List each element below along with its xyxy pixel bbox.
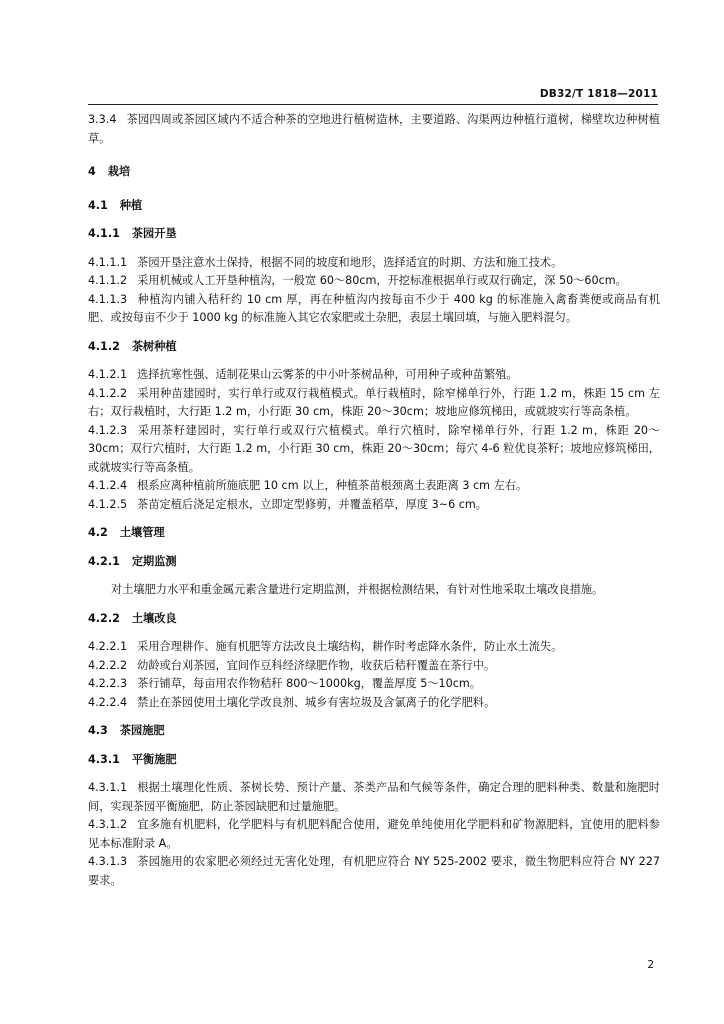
clause-text: 茶园开垦注意水土保持，根据不同的坡度和地形，选择适宜的时期、方法和施工技术。 [137, 255, 563, 269]
heading-text: 土壤管理 [119, 526, 165, 539]
clause-4-3-1-1 [88, 779, 660, 816]
clause-4-2-2-2 [88, 657, 660, 676]
heading-4 [88, 163, 660, 182]
clause-4-3-1-2 [88, 816, 660, 853]
heading-text: 定期监测 [131, 554, 177, 568]
clause-number: 4.1.2.1 [88, 368, 128, 381]
heading-number: 4.3.1 [88, 752, 120, 766]
clause-number: 4.2.2.1 [88, 640, 128, 653]
clause-text: 禁止在茶园使用土壤化学改良剂、城乡有害垃圾及含氯离子的化学肥料。 [137, 695, 496, 709]
clause-number: 4.2.2.4 [88, 695, 128, 709]
document-code: DB32/T 1818—2011 [539, 88, 658, 100]
clause-text: 对土壤肥力水平和重金属元素含量进行定期监测，并根据检测结果，有针对性地采取土壤改良措施。 [111, 583, 604, 596]
clause-4-1-1-1 [88, 254, 660, 273]
document-body [88, 111, 660, 890]
clause-3-3-4 [88, 111, 660, 148]
clause-4-1-1-3 [88, 291, 660, 328]
clause-text: 根据土壤理化性质、茶树长势、预计产量、茶类产品和气候等条件，确定合理的肥料种类、数量和施肥时间，实现茶园平衡施肥，防止茶园缺肥和过量施肥。 [88, 781, 660, 813]
clause-4-2-2-4 [88, 694, 660, 713]
clause-number: 4.1.1.2 [88, 274, 128, 287]
heading-4-3-1 [88, 751, 660, 770]
heading-text: 平衡施肥 [131, 752, 177, 766]
clause-4-2-2-1 [88, 638, 660, 657]
heading-text: 茶园施肥 [119, 724, 165, 737]
heading-4-2 [88, 524, 660, 543]
heading-number: 4.2.2 [88, 611, 120, 625]
clause-text: 茶园四周或茶园区域内不适合种茶的空地进行植树造林，主要道路、沟渠两边种植行道树，梯壁坎边种树植草。 [88, 113, 660, 145]
clause-4-2-1-text [88, 581, 660, 600]
heading-4-1 [88, 197, 660, 216]
clause-text: 采用茶籽建园时，实行单行或双行穴植模式。单行穴植时，除窄梯单行外，行距 1.2 m，株距 20～30cm；双行穴植时，大行距 1.2 m，小行距 30 cm，株距 20～30cm；每穴 4-6 粒优良茶籽；坡地应修筑梯田，或就坡实行等高条植。 [88, 423, 660, 474]
clause-4-1-2-1 [88, 366, 660, 385]
clause-4-3-1-3 [88, 853, 660, 890]
heading-text: 栽培 [107, 165, 131, 178]
heading-number: 4.1.2 [88, 339, 120, 353]
heading-number: 4 [88, 165, 96, 178]
clause-text: 幼龄或台刈茶园，宜间作豆科经济绿肥作物，收获后秸秆覆盖在茶行中。 [137, 658, 496, 672]
heading-text: 土壤改良 [131, 611, 177, 625]
heading-text: 种植 [119, 198, 143, 212]
clause-number: 3.3.4 [88, 113, 117, 126]
clause-number: 4.3.1.1 [88, 781, 128, 794]
heading-4-2-1 [88, 553, 660, 572]
clause-text: 种植沟内铺入秸秆约 10 cm 厚，再在种植沟内按每亩不少于 400 kg 的标准施入禽畜粪便或商品有机肥、或按每亩不少于 1000 kg 的标准施入其它农家肥或土杂肥，表层土壤回填，与施入肥料混匀。 [88, 292, 660, 324]
clause-text: 茶园施用的农家肥必须经过无害化处理，有机肥应符合 NY 525-2002 要求，微生物肥料应符合 NY 227 要求。 [88, 855, 660, 887]
header-rule [88, 104, 658, 105]
heading-text: 茶园开垦 [131, 227, 177, 240]
clause-text: 根系应离种植前所施底肥 10 cm 以上，种植茶苗根颈离土表距离 3 cm 左右。 [137, 479, 528, 492]
clause-number: 4.2.2.3 [88, 677, 128, 690]
heading-number: 4.2 [88, 526, 108, 539]
heading-4-2-2 [88, 610, 660, 629]
clause-4-1-2-2 [88, 385, 660, 422]
clause-4-1-2-3 [88, 422, 660, 478]
clause-number: 4.2.2.2 [88, 658, 128, 672]
heading-number: 4.1 [88, 198, 108, 212]
clause-number: 4.1.2.3 [88, 423, 128, 437]
clause-text: 选择抗寒性强、适制花果山云雾茶的中小叶茶树品种，可用种子或种苗繁殖。 [137, 368, 518, 381]
clause-text: 采用机械或人工开垦种植沟，一般宽 60～80cm，开挖标准根据单行或双行确定，深 50～60cm。 [137, 274, 627, 287]
heading-number: 4.2.1 [88, 554, 120, 568]
heading-number: 4.1.1 [88, 227, 120, 240]
clause-text: 宜多施有机肥料，化学肥料与有机肥料配合使用，避免单纯使用化学肥料和矿物源肥料，宜使用的肥料参见本标准附录 A。 [88, 818, 660, 850]
clause-4-2-2-3 [88, 675, 660, 694]
clause-number: 4.1.2.2 [88, 386, 128, 400]
clause-number: 4.1.2.5 [88, 497, 128, 511]
clause-text: 采用种苗建园时，实行单行或双行栽植模式。单行栽植时，除窄梯单行外，行距 1.2 m，株距 15 cm 左右；双行栽植时，大行距 1.2 m，小行距 30 cm，株距 20～30cm；坡地应修筑梯田，或就坡实行等高条植。 [88, 386, 660, 418]
heading-4-3 [88, 722, 660, 741]
clause-4-1-1-2 [88, 272, 660, 291]
clause-number: 4.3.1.3 [88, 855, 128, 868]
heading-4-1-1 [88, 225, 660, 244]
clause-text: 采用合理耕作、施有机肥等方法改良土壤结构，耕作时考虑降水条件，防止水土流失。 [137, 640, 563, 653]
heading-number: 4.3 [88, 724, 108, 737]
clause-text: 茶行铺草，每亩用农作物秸秆 800～1000kg，覆盖厚度 5～10cm。 [137, 677, 481, 690]
heading-text: 茶树种植 [131, 339, 177, 353]
heading-4-1-2 [88, 338, 660, 357]
clause-text: 茶苗定植后浇足定根水，立即定型修剪，并覆盖稻草，厚度 3~6 cm。 [137, 497, 487, 511]
clause-number: 4.1.2.4 [88, 479, 128, 492]
clause-4-1-2-5 [88, 496, 660, 515]
clause-number: 4.3.1.2 [88, 818, 128, 831]
clause-4-1-2-4 [88, 477, 660, 496]
page-number: 2 [647, 959, 654, 971]
clause-number: 4.1.1.3 [88, 292, 128, 306]
clause-number: 4.1.1.1 [88, 255, 128, 269]
